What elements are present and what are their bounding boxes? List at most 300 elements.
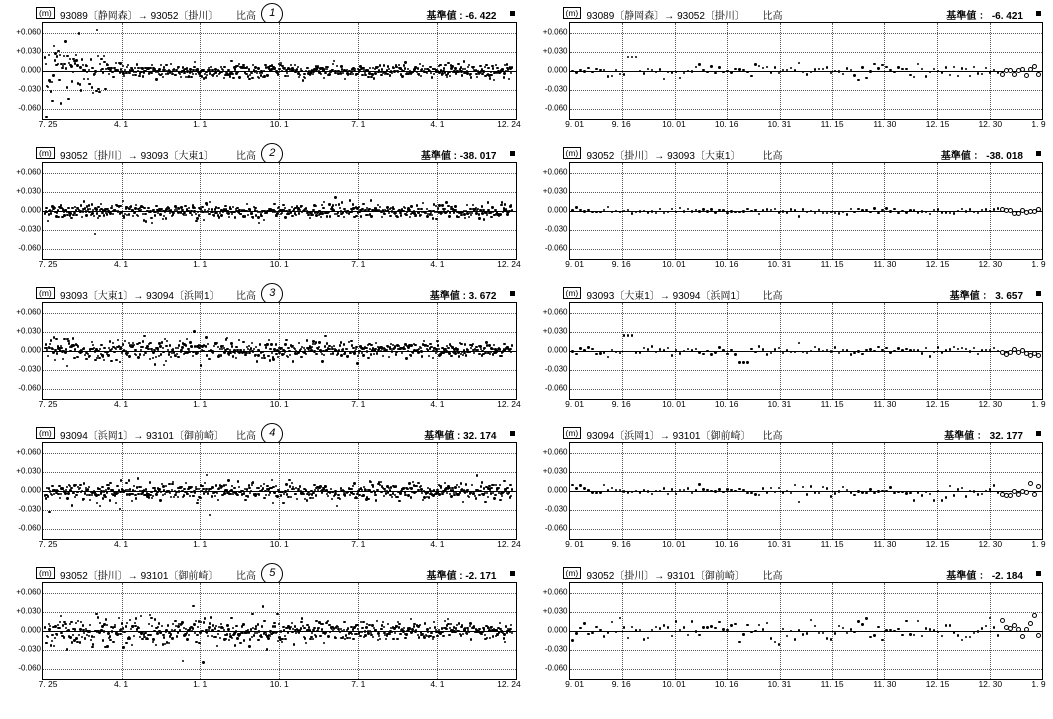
data-point — [478, 628, 480, 630]
data-point — [336, 505, 338, 507]
data-point — [973, 632, 975, 634]
x-tick-label: 12. 15 — [925, 539, 950, 549]
data-point — [94, 233, 96, 235]
data-point — [287, 631, 289, 633]
grid-line-horizontal — [43, 370, 516, 371]
data-point — [347, 627, 349, 629]
data-point — [457, 216, 459, 218]
data-point — [651, 493, 653, 495]
data-point — [274, 625, 276, 627]
data-point — [50, 644, 52, 646]
data-point — [248, 352, 250, 354]
data-point — [438, 348, 440, 350]
data-point — [380, 481, 382, 483]
data-point — [91, 494, 93, 496]
data-point — [473, 625, 475, 627]
data-point — [291, 631, 293, 633]
data-point — [134, 74, 136, 76]
grid-line-horizontal — [570, 230, 1043, 231]
data-point — [134, 349, 136, 351]
chart-panel-left-2 — [8, 146, 527, 279]
data-point — [461, 74, 463, 76]
data-point — [270, 343, 272, 345]
data-point — [738, 211, 740, 213]
data-point — [99, 622, 101, 624]
data-point — [104, 88, 106, 90]
data-point — [350, 340, 352, 342]
data-point — [223, 77, 225, 79]
data-point — [151, 64, 153, 66]
data-point — [423, 636, 425, 638]
data-point — [231, 345, 233, 347]
data-point — [177, 66, 179, 68]
data-point — [192, 627, 194, 629]
data-point — [82, 498, 84, 500]
route-label: 93052〔掛川〕→ 93093〔大東1〕 — [586, 151, 741, 162]
data-point — [83, 78, 85, 80]
data-point — [587, 489, 589, 491]
data-point — [312, 638, 314, 640]
data-point — [97, 217, 99, 219]
data-point — [461, 624, 463, 626]
x-tick-label: 7. 25 — [38, 399, 58, 409]
data-point — [611, 75, 613, 77]
data-point — [84, 637, 86, 639]
x-tick-label: 1. 9 — [1031, 399, 1046, 409]
data-point — [125, 642, 127, 644]
data-point — [583, 210, 585, 212]
data-point — [102, 71, 104, 73]
data-point — [230, 617, 232, 619]
data-point — [432, 357, 434, 359]
data-point — [236, 494, 238, 496]
grid-line-horizontal — [570, 249, 1043, 250]
data-point — [147, 207, 149, 209]
data-point — [502, 68, 504, 70]
data-point — [383, 213, 385, 215]
data-point — [370, 215, 372, 217]
data-point — [881, 639, 883, 641]
data-point — [389, 489, 391, 491]
x-tick-label: 1. 1 — [193, 259, 208, 269]
route-label: 93093〔大東1〕→ 93094〔浜岡1〕 — [60, 291, 220, 302]
data-point — [183, 494, 185, 496]
data-point — [1032, 492, 1037, 497]
data-point — [639, 351, 641, 353]
x-tick-label: 10. 16 — [714, 539, 739, 549]
data-point — [263, 620, 265, 622]
data-point — [220, 214, 222, 216]
data-point — [155, 644, 157, 646]
data-point — [766, 66, 768, 68]
data-point — [248, 645, 250, 647]
data-point — [119, 361, 121, 363]
data-point — [510, 624, 512, 626]
y-axis-labels — [8, 162, 42, 258]
data-point — [177, 347, 179, 349]
data-point — [826, 637, 828, 639]
data-point — [838, 490, 840, 492]
data-point — [472, 204, 474, 206]
data-point — [382, 621, 384, 623]
data-point — [722, 349, 724, 351]
y-tick-label: +0.030 — [542, 186, 568, 196]
data-point — [207, 492, 209, 494]
data-point — [671, 354, 673, 356]
data-point — [66, 648, 68, 650]
route-label: 93094〔浜岡1〕→ 93101〔御前崎〕 — [586, 431, 751, 442]
data-point — [77, 345, 79, 347]
data-point — [112, 76, 114, 78]
data-point — [647, 490, 649, 492]
panel-number-badge: 5 — [261, 563, 283, 585]
data-point — [408, 209, 410, 211]
data-point — [56, 352, 58, 354]
data-point — [830, 211, 832, 213]
panel-number-badge: 2 — [261, 143, 283, 165]
quantity-label: 比高 — [236, 431, 256, 442]
data-point — [453, 211, 455, 213]
plot-area — [8, 162, 519, 274]
data-point — [826, 66, 828, 68]
data-point — [190, 76, 192, 78]
data-point — [321, 491, 323, 493]
data-point — [298, 212, 300, 214]
data-point — [112, 213, 114, 215]
data-point — [133, 485, 135, 487]
data-point — [281, 70, 283, 72]
data-point — [275, 215, 277, 217]
data-point — [54, 207, 56, 209]
data-point — [108, 484, 110, 486]
data-point — [66, 486, 68, 488]
data-point — [72, 337, 74, 339]
data-point — [66, 86, 68, 88]
data-point — [263, 483, 265, 485]
data-point — [93, 636, 95, 638]
data-point — [667, 211, 669, 213]
data-point — [386, 349, 388, 351]
data-point — [471, 212, 473, 214]
chart-header — [8, 566, 519, 582]
panel-row — [8, 566, 1045, 699]
data-point — [44, 626, 46, 628]
data-point — [216, 645, 218, 647]
x-tick-label: 10. 01 — [662, 539, 686, 549]
data-point — [180, 76, 182, 78]
data-point — [263, 219, 265, 221]
data-point — [587, 346, 589, 348]
data-point — [961, 208, 963, 210]
plot-area — [535, 302, 1046, 414]
data-point — [128, 213, 130, 215]
data-point — [177, 631, 179, 633]
data-point — [490, 216, 492, 218]
data-point — [195, 220, 197, 222]
data-point — [993, 484, 995, 486]
data-point — [48, 511, 50, 513]
data-point — [47, 355, 49, 357]
data-point — [207, 343, 209, 345]
data-point — [433, 73, 435, 75]
data-point — [774, 641, 776, 643]
data-point — [341, 201, 343, 203]
data-point — [671, 208, 673, 210]
data-point — [489, 637, 491, 639]
data-point — [161, 625, 163, 627]
data-point — [394, 632, 396, 634]
data-point — [591, 71, 593, 73]
data-point — [504, 203, 506, 205]
data-point — [730, 210, 732, 212]
data-point — [103, 55, 105, 57]
data-point — [730, 71, 732, 73]
chart-panel-left-3 — [8, 286, 527, 419]
x-tick-label: 1. 9 — [1031, 259, 1046, 269]
data-point — [1036, 484, 1041, 489]
data-point — [949, 348, 951, 350]
data-point — [643, 72, 645, 74]
data-point — [599, 491, 601, 493]
x-tick-label: 1. 9 — [1031, 679, 1046, 689]
grid-line-horizontal — [43, 669, 516, 670]
grid-line-horizontal — [570, 370, 1043, 371]
data-point — [818, 492, 820, 494]
data-point — [400, 214, 402, 216]
data-point — [88, 204, 90, 206]
data-point — [177, 625, 179, 627]
data-point — [454, 486, 456, 488]
data-point — [343, 343, 345, 345]
data-point — [256, 72, 258, 74]
data-point — [985, 625, 987, 627]
data-point — [51, 485, 53, 487]
data-point — [853, 352, 855, 354]
data-point — [921, 494, 923, 496]
data-point — [161, 73, 163, 75]
data-point — [921, 68, 923, 70]
data-point — [511, 488, 513, 490]
data-point — [997, 71, 999, 73]
data-point — [123, 75, 125, 77]
data-point — [901, 210, 903, 212]
data-point — [726, 488, 728, 490]
x-tick-label: 11. 15 — [820, 399, 844, 409]
x-tick-label: 7. 1 — [351, 399, 366, 409]
data-point — [929, 213, 931, 215]
data-point — [64, 351, 66, 353]
data-point — [949, 485, 951, 487]
data-point — [599, 69, 601, 71]
data-point — [203, 219, 205, 221]
data-point — [431, 632, 433, 634]
data-point — [631, 56, 633, 58]
data-point — [459, 491, 461, 493]
data-point — [71, 641, 73, 643]
data-point — [428, 496, 430, 498]
data-point — [395, 485, 397, 487]
data-point — [206, 203, 208, 205]
data-point — [929, 493, 931, 495]
data-point — [327, 66, 329, 68]
data-point — [687, 348, 689, 350]
base-value-label: 基準値 : -38. 017 — [420, 151, 497, 162]
x-tick-label: 4. 1 — [430, 119, 445, 129]
plot-frame — [42, 302, 517, 400]
data-point — [758, 213, 760, 215]
data-point — [167, 624, 169, 626]
data-point — [83, 200, 85, 202]
data-point — [143, 354, 145, 356]
grid-line-horizontal — [43, 510, 516, 511]
plot-area — [8, 442, 519, 554]
data-point — [508, 78, 510, 80]
data-point — [352, 203, 354, 205]
data-point — [722, 628, 724, 630]
data-point — [142, 340, 144, 342]
data-point — [905, 620, 907, 622]
data-point — [327, 635, 329, 637]
data-point — [116, 485, 118, 487]
y-tick-label: -0.060 — [18, 103, 41, 113]
data-point — [738, 488, 740, 490]
data-point — [365, 347, 367, 349]
data-point — [140, 615, 142, 617]
data-point — [489, 353, 491, 355]
data-point — [100, 344, 102, 346]
data-point — [60, 102, 62, 104]
data-point — [774, 66, 776, 68]
data-point — [826, 487, 828, 489]
data-point — [814, 625, 816, 627]
data-point — [469, 622, 471, 624]
data-point — [60, 347, 62, 349]
data-point — [631, 626, 633, 628]
data-point — [239, 642, 241, 644]
data-point — [299, 629, 301, 631]
data-point — [921, 635, 923, 637]
data-point — [106, 624, 108, 626]
data-point — [197, 211, 199, 213]
data-point — [290, 496, 292, 498]
data-point — [106, 213, 108, 215]
data-point — [47, 495, 49, 497]
data-point — [410, 205, 412, 207]
data-point — [422, 202, 424, 204]
data-point — [450, 355, 452, 357]
data-point — [57, 216, 59, 218]
data-point — [75, 637, 77, 639]
data-point — [188, 634, 190, 636]
data-point — [1016, 627, 1021, 632]
y-tick-label: +0.060 — [16, 167, 41, 177]
data-point — [457, 630, 459, 632]
data-point — [96, 502, 98, 504]
data-point — [165, 345, 167, 347]
data-point — [484, 66, 486, 68]
data-point — [247, 495, 249, 497]
data-point — [323, 354, 325, 356]
data-point — [794, 484, 796, 486]
data-point — [124, 340, 126, 342]
data-point — [794, 351, 796, 353]
base-value-label: 基準値 : 32. 174 — [424, 431, 497, 442]
data-point — [213, 214, 215, 216]
data-point — [75, 54, 77, 56]
data-point — [230, 342, 232, 344]
data-point — [379, 638, 381, 640]
data-point — [746, 492, 748, 494]
data-point — [698, 483, 700, 485]
data-point — [484, 634, 486, 636]
data-point — [320, 73, 322, 75]
data-point — [683, 72, 685, 74]
data-point — [185, 482, 187, 484]
data-point — [444, 64, 446, 66]
data-point — [838, 212, 840, 214]
data-point — [229, 208, 231, 210]
data-point — [480, 485, 482, 487]
data-point — [300, 621, 302, 623]
data-point — [117, 339, 119, 341]
data-point — [869, 211, 871, 213]
data-point — [488, 344, 490, 346]
data-point — [299, 485, 301, 487]
data-point — [941, 211, 943, 213]
chart-header — [535, 566, 1046, 582]
data-point — [818, 348, 820, 350]
data-point — [349, 199, 351, 201]
y-tick-label: 0.000 — [20, 485, 41, 495]
data-point — [603, 484, 605, 486]
data-point — [929, 355, 931, 357]
data-point — [957, 348, 959, 350]
data-point — [269, 635, 271, 637]
data-point — [266, 74, 268, 76]
data-point — [985, 67, 987, 69]
data-point — [810, 485, 812, 487]
data-point — [973, 490, 975, 492]
y-tick-label: -0.060 — [18, 523, 41, 533]
data-point — [814, 212, 816, 214]
data-point — [324, 485, 326, 487]
data-point — [249, 74, 251, 76]
data-point — [110, 360, 112, 362]
x-tick-label: 12. 15 — [925, 259, 950, 269]
data-point — [417, 67, 419, 69]
data-point — [702, 353, 704, 355]
data-point — [734, 353, 736, 355]
y-axis-labels — [535, 442, 569, 538]
data-point — [337, 352, 339, 354]
data-point — [203, 621, 205, 623]
data-point — [718, 66, 720, 68]
data-point — [196, 502, 198, 504]
data-point — [220, 623, 222, 625]
data-point — [490, 487, 492, 489]
x-tick-label: 10. 31 — [767, 259, 792, 269]
x-tick-label: 1. 1 — [193, 399, 208, 409]
data-point — [315, 353, 317, 355]
data-point — [210, 616, 212, 618]
grid-line-horizontal — [570, 529, 1043, 530]
data-point — [501, 495, 503, 497]
data-point — [146, 638, 148, 640]
data-point — [611, 487, 613, 489]
marker-square-icon — [1036, 11, 1041, 16]
data-point — [202, 661, 204, 663]
grid-line-horizontal — [43, 52, 516, 53]
